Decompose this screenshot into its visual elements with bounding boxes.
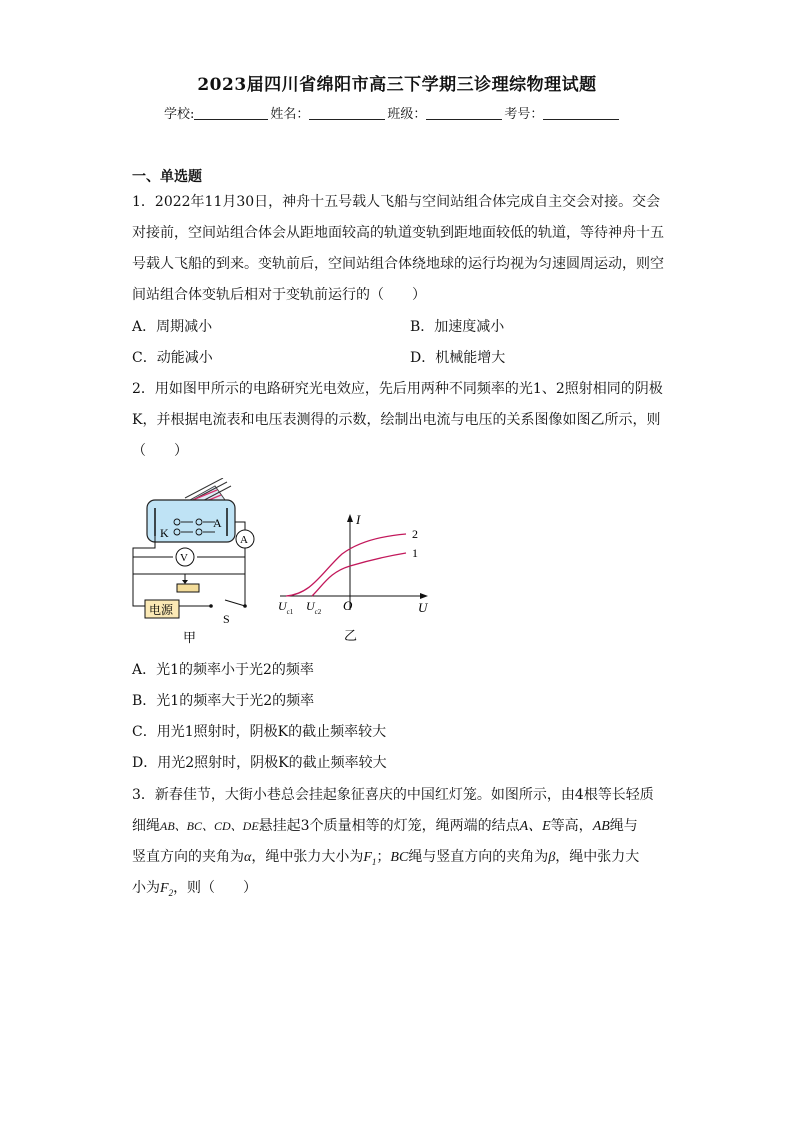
f2-symbol: $F_2$	[160, 881, 174, 898]
y-axis-arrow	[347, 514, 353, 522]
q2-line-2: K，并根据电流表和电压表测得的示数，绘制出电流与电压的关系图像如图乙所示，则	[132, 412, 661, 428]
rheostat	[177, 584, 199, 592]
voltmeter-label: V	[180, 552, 188, 564]
student-info-row	[164, 103, 619, 122]
ammeter-label: A	[240, 534, 248, 546]
exam-no-label: 考号：	[504, 107, 544, 122]
figure-yi-graph	[272, 510, 437, 645]
cathode-label: K	[160, 526, 169, 540]
alpha-symbol: α	[244, 850, 252, 865]
q2-option-a: A．光1的频率小于光2的频率	[132, 662, 314, 678]
q3-knot-names: A、E	[519, 819, 551, 834]
page-title: 2023届四川省绵阳市高三下学期三诊理综物理试题	[197, 75, 597, 95]
q1-line-1: 1．2022年11月30日，神舟十五号载人飞船与空间站组合体完成自主交会对接。交会	[132, 194, 661, 210]
uc2-label: $U_{c2}$	[306, 599, 322, 616]
switch-label: S	[223, 612, 230, 626]
q3-line-2: 细绳AB、BC、CD、DE悬挂起3个质量相等的灯笼，绳两端的结点A、E等高，AB绳与	[132, 818, 638, 834]
q1-option-c: C．动能减小	[132, 350, 213, 366]
y-axis-label: I	[356, 512, 361, 527]
q1-option-a: A．周期减小	[132, 319, 213, 335]
curve-1	[312, 553, 406, 596]
figure-jia-caption: 甲	[183, 631, 197, 646]
beta-symbol: β	[548, 850, 556, 865]
exam-no-blank	[543, 107, 619, 120]
figure-jia-circuit	[125, 478, 265, 648]
uc1-label: $U_{c1}$	[278, 599, 294, 616]
q1-option-b: B．加速度减小	[410, 319, 505, 335]
figure-yi-caption: 乙	[344, 629, 358, 644]
section-title: 一、单选题	[132, 169, 202, 185]
name-label: 姓名：	[270, 107, 310, 122]
curve-2	[286, 534, 406, 596]
curve-2-label: 2	[412, 527, 418, 541]
q2-line-1: 2．用如图甲所示的电路研究光电效应，先后用两种不同频率的光1、2照射相同的阴极	[132, 381, 663, 397]
q3-line-1: 3．新春佳节，大街小巷总会挂起象征喜庆的中国红灯笼。如图所示，由4根等长轻质	[132, 787, 654, 803]
rheostat-slider	[182, 580, 188, 584]
school-label: 学校:	[164, 107, 195, 122]
q2-line-3: （ ）	[132, 443, 188, 459]
q3-rope-names: AB、BC、CD、DE	[160, 819, 259, 833]
x-axis-label: U	[418, 600, 428, 615]
q3-line-4: 小为$F_2$，则（ ）	[132, 880, 258, 898]
q1-line-4: 间站组合体变轨后相对于变轨前运行的（ ）	[132, 287, 426, 303]
q3-line-3: 竖直方向的夹角为α，绳中张力大小为$F_1$；BC绳与竖直方向的夹角为β，绳中张力大	[132, 849, 640, 867]
class-blank	[426, 107, 502, 120]
school-blank	[194, 107, 268, 120]
q1-option-d: D．机械能增大	[410, 350, 506, 366]
q1-line-2: 对接前，空间站组合体会从距地面较高的轨道变轨到距地面较低的轨道，等待神舟十五	[132, 225, 664, 241]
q2-option-b: B．光1的频率大于光2的频率	[132, 693, 315, 709]
power-source-label: 电源	[149, 603, 174, 617]
class-label: 班级：	[387, 107, 427, 122]
x-axis-arrow	[420, 593, 428, 599]
q2-option-c: C．用光1照射时，阴极K的截止频率较大	[132, 724, 387, 740]
curve-1-label: 1	[412, 546, 418, 560]
f1-symbol: $F_1$	[363, 850, 377, 867]
origin-label: O	[343, 598, 353, 613]
anode-label: A	[213, 516, 222, 530]
q2-option-d: D．用光2照射时，阴极K的截止频率较大	[132, 755, 387, 771]
name-blank	[309, 107, 385, 120]
q1-line-3: 号载人飞船的到来。变轨前后，空间站组合体绕地球的运行均视为匀速圆周运动，则空	[132, 256, 664, 272]
